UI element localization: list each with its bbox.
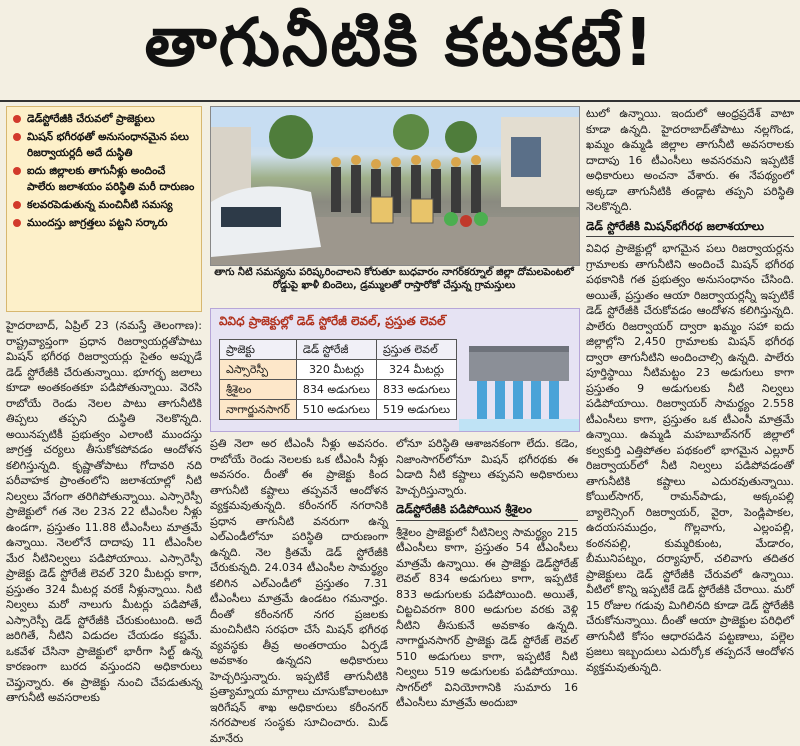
article-column-4 <box>586 106 794 730</box>
protest-photo-illustration <box>211 107 579 265</box>
table-cell: 519 అడుగులు <box>376 400 456 420</box>
table-cell: 320 మీటర్లు <box>296 360 376 380</box>
highlight-item: ఐదు జిల్లాలకు తాగునీళ్లు అందించే పాలేరు జలాశయం పరిస్థితి మరీ దారుణం <box>13 163 195 195</box>
table-header-cell: ప్రాజెక్టు <box>220 340 297 360</box>
photo-caption: తాగు నీటి సమస్యను పరిష్కరించాలని కోరుతూ బుధవారం నాగర్‌కర్నూల్ జిల్లా దోమలపెంటలో రోడ్డుపై ఖాళీ బిందెలు, డ్రమ్ములతో రాస్తారోకో చేస్తున్న గ్రామస్తులు <box>214 267 574 291</box>
bullet-icon <box>13 133 21 141</box>
section-subheading: డెడ్‌స్టోరేజీకి పడిపోయిన శ్రీశైలం <box>396 502 578 521</box>
article-paragraph: ప్రతి నెలా అర టీఎంసీ నీళ్లు అవసరం. రాబోయే రెండు నెలలకు ఒక టీఎంసీ నీళ్లు అవసరం. దీంతో ఈ ప్రాజెక్టు కింద తాగునీటి కష్టాలు తప్పవనే ఆందోళన వ్యక్తమవుతున్నది. కరీంనగర్ నగరానికి ప్రధాన తాగునీటి వనరుగా ఉన్న ఎల్ఎండీలోనూ పరిస్థితి దారుణంగా ఉన్నది. నెల క్రితమే డెడ్ స్టోరేజీకి చేరుకున్నది. 24.034 టీఎంసీల సామర్థ్యం కలిగిన ఎల్ఎండీలో ప్రస్తుతం 7.31 టీఎంసీలు మాత్రమే ఉండటం గమనార్హం. దీంతో కరీంనగర్ నగర ప్రజలకు మంచినీటిని సరఫరా చేసే మిషన్ భగీరథ వ్యవస్థకు తీవ్ర అంతరాయం ఏర్పడే అవకాశం ఉన్నదని అధికారులు హెచ్చరిస్తున్నారు. ఇప్పటికే తాగునీటికి ప్రత్యామ్నాయ మార్గాలు చూసుకోవాలంటూ ఇరిగేషన్ శాఖ అధికారులు కరీంనగర్ నగరపాలక సంస్థకు సూచించారు. మిడ్ మానేరు <box>210 437 388 745</box>
highlight-item: ముందస్తు జాగ్రత్తలు పట్టని సర్కారు <box>13 215 195 231</box>
highlight-item: డెడ్‌స్టోరేజీకి చేరువలో ప్రాజెక్టులు <box>13 111 195 127</box>
protest-photo <box>210 106 580 266</box>
highlight-item: కలవరపెడుతున్న మంచినీటి సమస్య <box>13 197 195 213</box>
table-cell: 833 అడుగులు <box>376 380 456 400</box>
article-column-3 <box>396 436 578 730</box>
bullet-icon <box>13 167 21 175</box>
article-paragraph: టులో ఉన్నాయి. ఇందులో ఆంధ్రప్రదేశ్ వాటా కూడా ఉన్నది. హైదరాబాద్‌తోపాటు నల్లగొండ, ఖమ్మం ఉమ్మడి జిల్లాల తాగునీటి అవసరాలకు దాదాపు 16 టీఎంసీలు అవసరమని ఇప్పటికే అధికారులు అంచనా వేశారు. ఈ నేపథ్యంలో అక్కడా తాగునీటికి తండ్లాట తప్పని పరిస్థితి నెలకొన్నది. <box>586 107 794 213</box>
table-cell: నాగార్జునసాగర్ <box>220 400 297 420</box>
table-title: వివిధ ప్రాజెక్టుల్లో డెడ్ స్టోరేజీ లెవల్, ప్రస్తుత లెవల్ <box>219 314 446 328</box>
section-subheading: డెడ్ స్టోరేజీకి మిషన్‌భగీరథ జలాశయాలు <box>586 219 794 238</box>
table-row <box>220 380 457 400</box>
table-header-cell: ప్రస్తుత లెవల్ <box>376 340 456 360</box>
table-row <box>220 400 457 420</box>
table-header-row <box>220 340 457 360</box>
table-header-cell: డెడ్ స్టోరేజీ <box>296 340 376 360</box>
highlight-item: మిషన్ భగీరథతో అనుసంధానమైన పలు రిజర్వాయర్లదీ అదే దుస్థితి <box>13 129 195 161</box>
dam-illustration <box>459 331 579 431</box>
article-column-2 <box>210 436 388 745</box>
table-cell: 834 అడుగులు <box>296 380 376 400</box>
table-cell: శ్రీశైలం <box>220 380 297 400</box>
article-paragraph: వివిధ ప్రాజెక్టుల్లో భాగమైన పలు రిజర్వాయర్లను గ్రామాలకు తాగునీటిని అందించే మిషన్ భగీరథ పథకానికి గత ప్రభుత్వం అనుసంధానం చేసింది. అయితే, ప్రస్తుతం ఆయా రిజర్వాయర్లన్నీ ఇప్పటికే డెడ్ స్టోరేజీకి చేరుకోవడం ఆందోళన కలిగిస్తున్నది. పాలేరు రిజర్వాయర్ ద్వారా ఖమ్మం సహా ఐదు జిల్లాల్లోని 2,450 గ్రామాలకు మిషన్ భగీరథ ద్వారా తాగునీటిని అందించాల్సి ఉన్నది. పాలేరు పూర్తిస్థాయి నీటిమట్టం 23 అడుగులు కాగా ప్రస్తుతం 9 అడుగులకు నీటి నిల్వలు పడిపోయాయి. రిజర్వాయర్ సామర్థ్యం 2.558 టీఎంసీలు కాగా, ప్రస్తుతం ఒక టీఎంసీ మాత్రమే ఉన్నాయి. ఉమ్మడి మహబూబ్‌నగర్ జిల్లాలో కల్వకుర్తి ఎత్తిపోతల పథకంలో భాగమైన ఎల్లూర్ రిజర్వాయర్‌లో నీటి నిల్వలు పడిపోవడంతో తాగునీటికి కష్టాలు ఎదురవుతున్నాయి. కోయిల్‌సాగర్, రామన్‌పాడు, అక్కంపల్లి బ్యాలెన్సింగ్ రిజర్వాయర్, వైరా, పెండ్లిపాకల, ఉదయసముద్రం, గొల్లవాగు, ఎల్లంపల్లి, కంఠనపల్లి, కుమ్మరికుంట, మేడారం, బీమునిపట్నం, దర్యాపూర్, చలివాగు తదితర ప్రాజెక్టులు డెడ్ స్టోరేజీకి చేరువలో ఉన్నాయి. వీటిలో కొన్ని ఇప్పటికే డెడ్ స్టోరేజీకి చేరాయి. మరో 15 రోజుల గడువు మిగిలినది కూడా డెడ్ స్టోరేజీకి చేరుకోనున్నాయి. దీంతో ఆయా ప్రాజెక్టుల పరిధిలో తాగునీటి కోసం ఆధారపడిన పట్టణాలు, పల్లెల ప్రజలు ఇబ్బందులు ఎదుర్కోక తప్పదనే ఆందోళన వ్యక్తమవుతున్నది. <box>586 242 794 674</box>
table-row <box>220 360 457 380</box>
bullet-icon <box>13 115 21 123</box>
bullet-icon <box>13 219 21 227</box>
article-column-1 <box>6 318 202 728</box>
highlights-box <box>6 106 202 312</box>
bullet-icon <box>13 201 21 209</box>
table-cell: ఎస్సారెస్పీ <box>220 360 297 380</box>
article-paragraph: శ్రీశైలం ప్రాజెక్టులో నీటినిల్వ సామర్థ్యం 215 టీఎంసీలు కాగా, ప్రస్తుతం 54 టీఎంసీలు మాత్రమే ఉన్నాయి. ఈ ప్రాజెక్టు డెడ్‌స్టోరేజ్ లెవల్ 834 అడుగులు కాగా, ఇప్పటికే 833 అడుగులకు పడిపోయింది. అయితే, చిట్టచివరగా 800 అడుగుల వరకు వెళ్లి నీటిని తీసుకునే అవకాశం ఉన్నది. నాగార్జునసాగర్ ప్రాజెక్టు డెడ్ స్టోరేజ్ లెవల్ 510 అడుగులు కాగా, ఇప్పటికే నీటి నిల్వలు 519 అడుగులకు పడిపోయాయి. సాగర్‌లో వినియోగానికి సుమారు 16 టీఎంసీలు మాత్రమే అందుబా <box>396 525 578 709</box>
levels-table-box <box>210 308 580 432</box>
levels-table <box>219 339 457 420</box>
article-paragraph: హైదరాబాద్, ఏప్రిల్ 23 (నమస్తే తెలంగాణ): రాష్ట్రవ్యాప్తంగా ప్రధాన రిజర్వాయర్లతోపాటు మిషన్ భగీరథ రిజర్వాయర్లు సైతం అప్పుడే డెడ్ స్టోరేజీకి చేరుతున్నాయి. భూగర్భ జలాలు కూడా అంతకంతకూ పడిపోతున్నాయి. వెరసి రాబోయే రెండు నెలల పాటు తాగునీటికి తిప్పలు తప్పని దుస్థితి నెలకొన్నది. అయినప్పటికీ ప్రభుత్వం ఎలాంటి ముందస్తు జాగ్రత్త చర్యలు తీసుకోకపోవడం ఆందోళన కలిగిస్తున్నది. కృష్ణాతోపాటు గోదావరి నది పరీవాహక ప్రాంతంలోని జలాశయాల్లో నీటి నిల్వలు వేగంగా తరిగిపోతున్నాయి. ఎస్సారెస్పీ ప్రాజెక్టులో గత నెల 23న 22 టీఎంసీల నీళ్లు ఉండగా, ప్రస్తుతం 11.88 టీఎంసీలు మాత్రమే ఉన్నాయి. నెలలోనే దాదాపు 11 టీఎంసీల మేర నీటినిల్వలు పడిపోయాయి. ఎస్సారెస్పీ ప్రాజెక్టు డెడ్ స్టోరేజీ లెవల్ 320 మీటర్లు కాగా, ప్రస్తుతం 324 మీటర్ల వరకే నీళ్లున్నాయి. నీటి నిల్వలు మరో నాలుగు మీటర్లు పడిపోతే, ఎస్సారెస్పీ డెడ్ స్టోరేజీకి చేరుకుంటుంది. అదే జరిగితే, నీటిని విడుదల చేయడం కష్టమే. ఒకవేళ చేసినా ప్రాజెక్టులో భారీగా సిల్ట్ ఉన్న కారణంగా బురద వస్తుందని అధికారులు చెప్తున్నారు. ఈ ప్రాజెక్టు నుంచి చేపడుతున్న తాగునీటి అవసరాలకు <box>6 319 202 704</box>
article-paragraph: లోనూ పరిస్థితి ఆశాజనకంగా లేదు. కడెం, నిజాంసాగర్‌లోనూ మిషన్ భగీరథకు ఈ ఏడాది నీటి కష్టాలు తప్పవని అధికారులు హెచ్చరిస్తున్నారు. <box>396 437 578 497</box>
headline: తాగునీటికి కటకటే! <box>0 0 800 102</box>
table-cell: 510 అడుగులు <box>296 400 376 420</box>
table-cell: 324 మీటర్లు <box>376 360 456 380</box>
